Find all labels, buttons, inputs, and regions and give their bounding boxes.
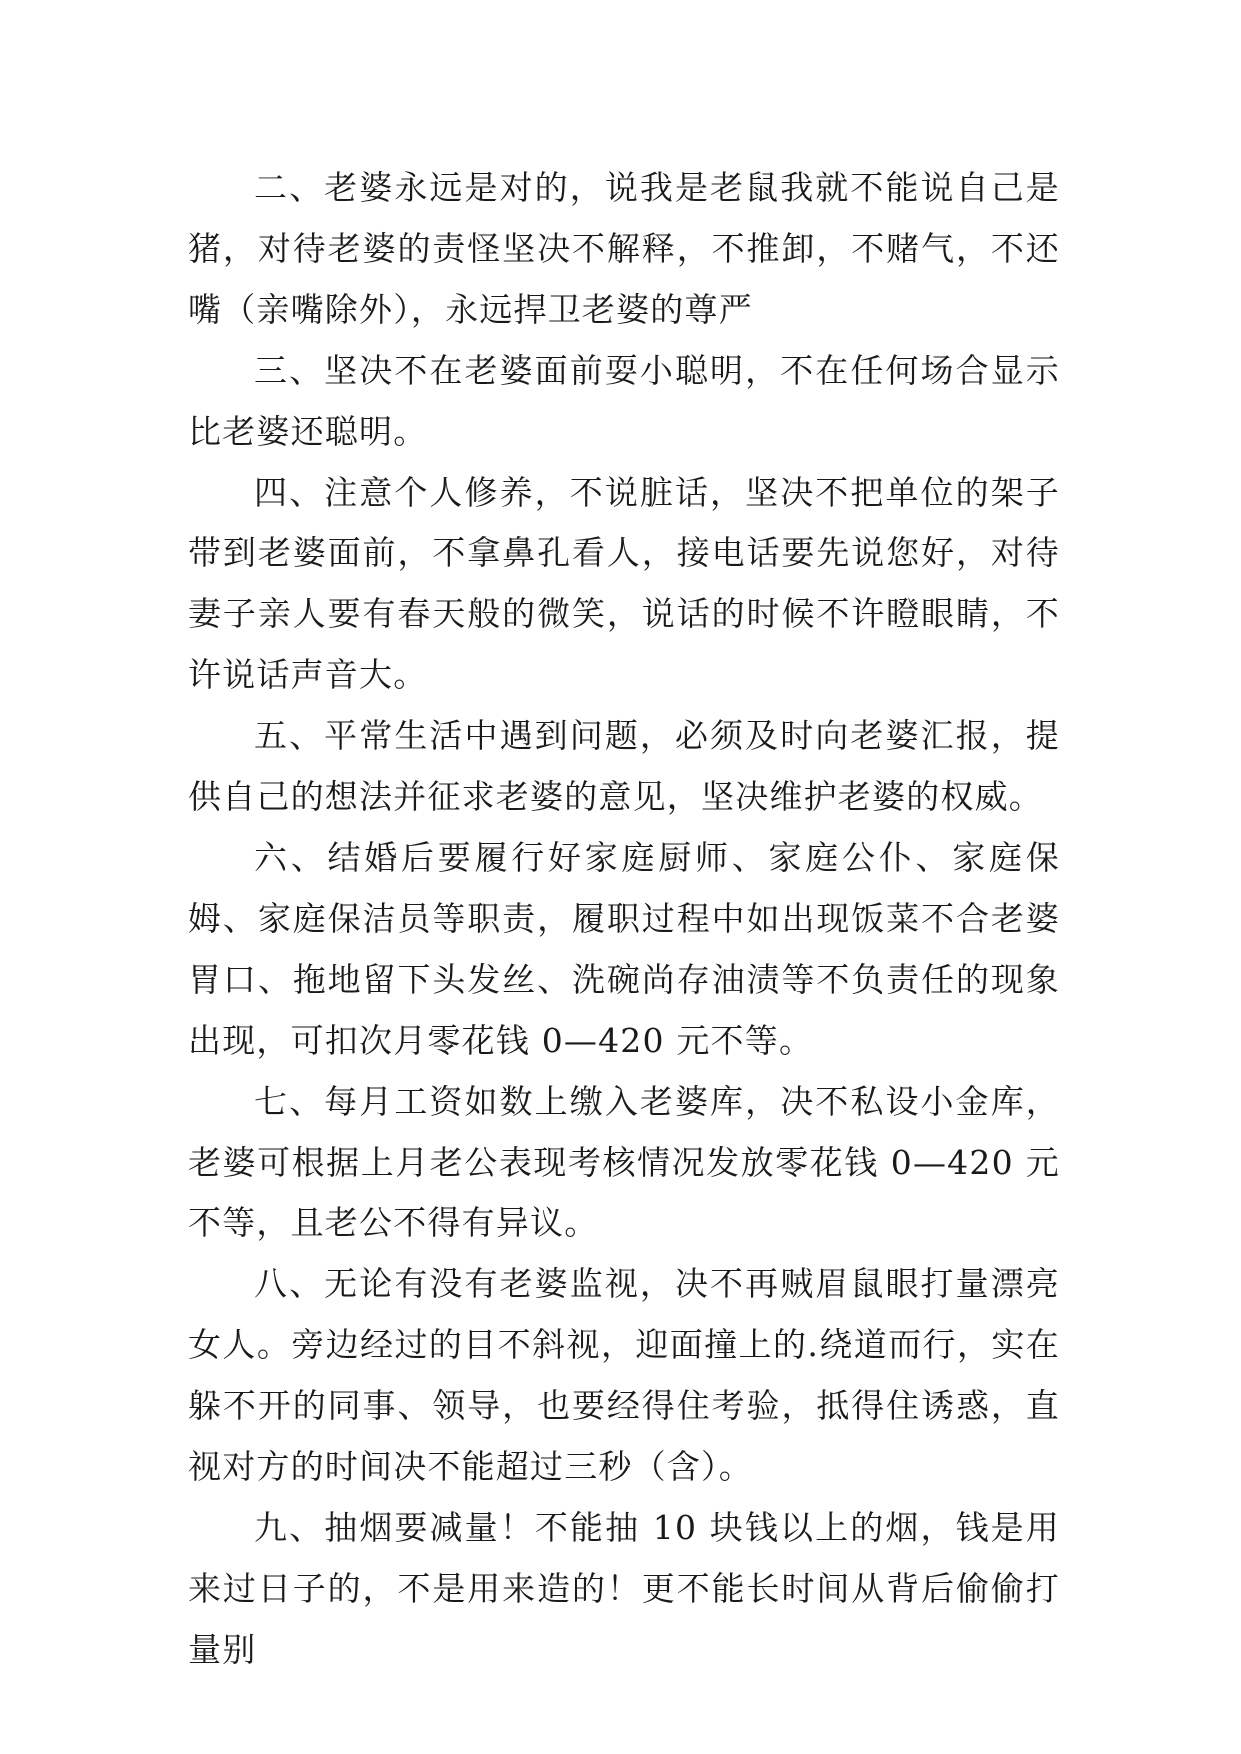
paragraph-rule-8: 八、无论有没有老婆监视，决不再贼眉鼠眼打量漂亮女人。旁边经过的目不斜视，迎面撞上的.绕道而行，实在躲不开的同事、领导，也要经得住考验，抵得住诱惑，直视对方的时间决不能超过三秒（含）。 xyxy=(188,1264,1060,1487)
paragraph-rule-4: 四、注意个人修养，不说脏话，坚决不把单位的架子带到老婆面前，不拿鼻孔看人，接电话要先说您好，对待妻子亲人要有春天般的微笑，说话的时候不许瞪眼睛，不许说话声音大。 xyxy=(188,472,1060,695)
document-body xyxy=(188,158,1060,1681)
paragraph-rule-5: 五、平常生活中遇到问题，必须及时向老婆汇报，提供自己的想法并征求老婆的意见，坚决维护老婆的权威。 xyxy=(188,716,1060,817)
paragraph-rule-3: 三、坚决不在老婆面前耍小聪明，不在任何场合显示比老婆还聪明。 xyxy=(188,350,1060,451)
paragraph-rule-9: 九、抽烟要减量！不能抽 10 块钱以上的烟，钱是用来过日子的，不是用来造的！更不能长时间从背后偷偷打量别 xyxy=(188,1507,1060,1669)
paragraph-rule-2: 二、老婆永远是对的，说我是老鼠我就不能说自己是猪，对待老婆的责怪坚决不解释，不推卸，不赌气，不还嘴（亲嘴除外），永远捍卫老婆的尊严 xyxy=(188,168,1060,329)
paragraph-rule-6: 六、结婚后要履行好家庭厨师、家庭公仆、家庭保姆、家庭保洁员等职责，履职过程中如出现饭菜不合老婆胃口、拖地留下头发丝、洗碗尚存油渍等不负责任的现象出现，可扣次月零花钱 0—420 元不等。 xyxy=(188,837,1060,1060)
paragraph-rule-7: 七、每月工资如数上缴入老婆库，决不私设小金库，老婆可根据上月老公表现考核情况发放零花钱 0—420 元不等，且老公不得有异议。 xyxy=(188,1081,1060,1243)
